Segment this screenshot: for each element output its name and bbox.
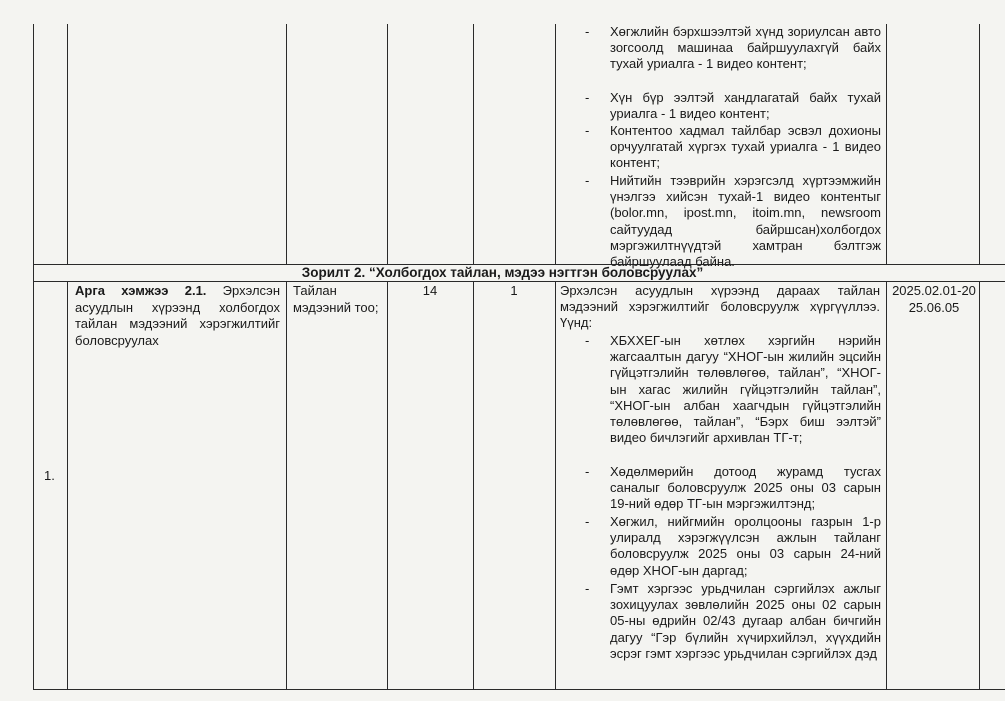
table-border-left [33, 24, 34, 690]
list-item-text: Хөгжил, нийгмийн оролцооны газрын 1-р улиралд хэрэгжүүлсэн ажлын тайланг боловсруулж 2025 оны 03 сарын 24-ний өдөр ХНОГ-ын даргад; [610, 514, 881, 578]
list-item: - Хөдөлмөрийн дотоод журамд тусгах саналыг боловсруулж 2025 оны 03 сарын 19-ний өдөр ТГ-ын мэргэжилтэнд; [585, 464, 881, 512]
list-item-text: Хөдөлмөрийн дотоод журамд тусгах саналыг боловсруулж 2025 оны 03 сарын 19-ний өдөр ТГ-ын мэргэжилтэнд; [610, 464, 881, 512]
baseline-value: 14 [422, 283, 438, 298]
target-value: 1 [510, 283, 518, 298]
list-item: - ХБХХЕГ-ын хөтлөх хэргийн нэрийн жагсаалтын дагуу “ХНОГ-ын жилийн эцсийн гүйцэтгэлийн төлөвлөгөө, тайлан”, “ХНОГ-ын хагас жилийн гүйцэтгэлийн тайлан”, “ХНОГ-ын албан хаагчдын гүйцэтгэлийн төлөвлөгөө, тайлан”, “Бэрх биш ээлтэй” видео бичлэгийг архивлан ТГ-т; [585, 333, 881, 446]
list-item: - Гэмт хэргээс урьдчилан сэргийлэх ажлыг зохицуулах зөвлөлийн 2025 оны 02 сарын 05-ны өдрийн 02/43 дугаар албан бичгийн дагуу “Гэр бүлийн хүчирхийлэл, хүүхдийн эсрэг гэмт хэргээс урьдчилан сэргийлэх дэд [585, 581, 881, 661]
table-column-divider [387, 24, 388, 264]
table-column-divider [387, 281, 388, 690]
action-text: Эрхэлсэн асуудлын хүрээнд холбогдох тайлан мэдээний хэрэгжилтийг боловсруулах [75, 283, 280, 348]
list-item: - Контентоо хадмал тайлбар эсвэл дохионы орчуулгатай хүргэх тухай уриалга - 1 видео контент; [585, 123, 881, 171]
table-border-bottom [33, 689, 1005, 690]
list-item: - Хөгжил, нийгмийн оролцооны газрын 1-р улиралд хэрэгжүүлсэн ажлын тайланг боловсруулж 2025 оны 03 сарын 24-ний өдөр ХНОГ-ын даргад; [585, 514, 881, 578]
date-range: 2025.02.01-2025.06.05 [892, 283, 976, 315]
action-title: Арга хэмжээ 2.1. [75, 283, 207, 298]
action-cell [75, 283, 280, 349]
indicator-cell: Тайлан мэдээний тоо; [293, 283, 379, 315]
table-column-divider [286, 24, 287, 264]
table-column-divider [979, 24, 980, 264]
table-column-divider [473, 24, 474, 264]
table-column-divider [886, 24, 887, 264]
table-column-divider [555, 24, 556, 264]
list-item: - Хөгжлийн бэрхшээлтэй хүнд зориулсан авто зогсоолд машинаа байршуулахгүй байх тухай уриалга - 1 видео контент; [585, 24, 881, 72]
table-column-divider [886, 281, 887, 690]
list-item-text: Гэмт хэргээс урьдчилан сэргийлэх ажлыг зохицуулах зөвлөлийн 2025 оны 02 сарын 05-ны өдрийн 02/43 дугаар албан бичгийн дагуу “Гэр бүлийн хүчирхийлэл, хүүхдийн эсрэг гэмт хэргээс урьдчилан сэргийлэх дэд [610, 581, 881, 661]
table-column-divider [67, 281, 68, 690]
list-item-text: Контентоо хадмал тайлбар эсвэл дохионы орчуулгатай хүргэх тухай уриалга - 1 видео контент; [610, 123, 881, 171]
table-column-divider [473, 281, 474, 690]
list-item-text: Нийтийн тээврийн хэрэгсэлд хүртээмжийн үнэлгээ хийсэн тухай-1 видео контентыг (bolor.mn, ipost.mn, itoim.mn, newsroom сайтуудад байршсан)холбогдох мэргэжилтнүүдтэй хамтран бэлтгэж байршуулаад байна. [610, 173, 881, 270]
table-column-divider [979, 281, 980, 690]
list-item-text: ХБХХЕГ-ын хөтлөх хэргийн нэрийн жагсаалтын дагуу “ХНОГ-ын жилийн эцсийн гүйцэтгэлийн төлөвлөгөө, тайлан”, “ХНОГ-ын хагас жилийн гүйцэтгэлийн тайлан”, “ХНОГ-ын албан хаагчдын гүйцэтгэлийн төлөвлөгөө, тайлан”, “Бэрх биш ээлтэй” видео бичлэгийг архивлан ТГ-т; [610, 333, 881, 446]
list-item: - Нийтийн тээврийн хэрэгсэлд хүртээмжийн үнэлгээ хийсэн тухай-1 видео контентыг (bolor.mn, ipost.mn, itoim.mn, newsroom сайтуудад байршсан)холбогдох мэргэжилтнүүдтэй хамтран бэлтгэж байршуулаад байна. [585, 173, 881, 270]
result-intro: Эрхэлсэн асуудлын хүрээнд дараах тайлан мэдээний хэрэгжилтийг боловсруулж хүргүүллээ. Үүнд: [560, 283, 880, 331]
goal-header: Зорилт 2. “Холбогдох тайлан, мэдээ нэгтгэн боловсруулах” [301, 265, 704, 280]
row-number: 1. [44, 468, 55, 483]
table-column-divider [67, 24, 68, 264]
table-row-divider [33, 281, 1005, 282]
table-column-divider [286, 281, 287, 690]
list-item: - Хүн бүр ээлтэй хандлагатай байх тухай уриалга - 1 видео контент; [585, 90, 881, 122]
list-item-text: Хүн бүр ээлтэй хандлагатай байх тухай уриалга - 1 видео контент; [610, 90, 881, 122]
table-column-divider [555, 281, 556, 690]
list-item-text: Хөгжлийн бэрхшээлтэй хүнд зориулсан авто зогсоолд машинаа байршуулахгүй байх тухай уриалга - 1 видео контент; [610, 24, 881, 72]
